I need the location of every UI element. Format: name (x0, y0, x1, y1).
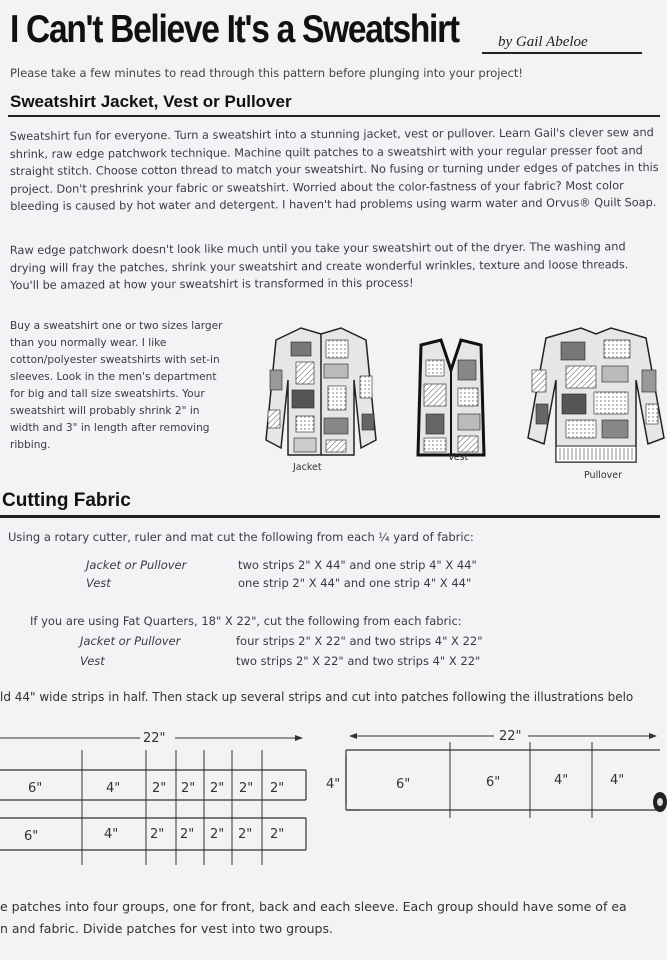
left-r1-c2: 4" (106, 781, 121, 796)
left-cutting-diagram (0, 731, 306, 865)
caption-jacket: Jacket (293, 462, 322, 473)
section-rule (8, 115, 660, 117)
intro-note: Please take a few minutes to read through this pattern before plunging into your project! (10, 66, 523, 80)
left-r2-c7: 2" (270, 827, 285, 842)
left-r2-c6: 2" (238, 827, 253, 842)
caption-vest: Vest (448, 452, 469, 463)
fq-value-vest: two strips 2" X 22" and two strips 4" X 22" (236, 654, 481, 668)
left-r2-c4: 2" (180, 827, 195, 842)
quarter-label-vest: Vest (86, 576, 111, 590)
paragraph-sweatshirt-fun: Sweatshirt fun for everyone. Turn a sweatshirt into a stunning jacket, vest or pullover. Learn Gail's clever sew and shrink, raw edge patchwork technique. Machine quilt patches to a sweatshirt with your regular presser foot and straight stitch. Choose cotton thread to match your sweatshirt. No fusing or turning under edges of patches in this project. Don't preshrink your fabric or sweatshirt. Worried about the color-fastness of your fabric? Most color bleeding is caused by hot water and detergent. I haven't had problems using warm water and Orvus® Quilt Soap. (9, 126, 659, 213)
author-byline: by Gail Abeloe (498, 34, 588, 50)
section-rule-cutting (0, 515, 660, 518)
left-r1-c5: 2" (210, 781, 225, 796)
quarter-value-jacket: two strips 2" X 44" and one strip 4" X 44" (238, 558, 477, 572)
left-r1-c7: 2" (270, 781, 285, 796)
jacket-illustration (266, 328, 376, 455)
left-r2-c5: 2" (210, 827, 225, 842)
left-r2-c1: 6" (24, 829, 39, 844)
right-c2: 6" (486, 775, 501, 790)
rotary-cutter-icon (653, 792, 667, 812)
right-height-label: 4" (326, 777, 341, 792)
paragraph-raw-edge: Raw edge patchwork doesn't look like much until you take your sweatshirt out of the dryer. The washing and drying will fray the patches, shrink your sweatshirt and create wonderful wrinkles, texture and loose threads. You'll be amazed at how your sweatshirt is transformed in this process! (9, 240, 629, 292)
right-cutting-diagram (326, 729, 667, 818)
fq-label-jacket: Jacket or Pullover (80, 634, 181, 648)
right-c4: 4" (610, 773, 625, 788)
fq-value-jacket: four strips 2" X 22" and two strips 4" X 22" (236, 634, 483, 648)
grouping-line-2: n and fabric. Divide patches for vest into two groups. (0, 921, 333, 936)
fat-quarter-intro: If you are using Fat Quarters, 18" X 22", cut the following from each fabric: (30, 614, 462, 628)
right-c3: 4" (554, 773, 569, 788)
section-heading-cutting: Cutting Fabric (2, 490, 131, 511)
cutting-intro: Using a rotary cutter, ruler and mat cut the following from each ¼ yard of fabric: (8, 530, 474, 544)
right-c1: 6" (396, 777, 411, 792)
cutting-diagrams (0, 720, 667, 870)
left-r1-c3: 2" (152, 781, 167, 796)
quarter-label-jacket: Jacket or Pullover (86, 558, 187, 572)
right-width-label: 22" (499, 729, 522, 744)
grouping-line-1: e patches into four groups, one for front, back and each sleeve. Each group should have some of ea (0, 899, 627, 914)
pullover-illustration (528, 328, 664, 462)
quarter-value-vest: one strip 2" X 44" and one strip 4" X 44" (238, 576, 472, 590)
left-r2-c3: 2" (150, 827, 165, 842)
left-r1-c4: 2" (181, 781, 196, 796)
grouping-instructions (0, 896, 627, 940)
paragraph-sizing: Buy a sweatshirt one or two sizes larger than you normally wear. I like cotton/polyester sweatshirts with set-in sleeves. Look in the men's department for big and tall size sweatshirts. Your sweatshirt will probably shrink 2" in width and 3" in length after removing ribbing. (10, 320, 223, 451)
fq-label-vest: Vest (80, 654, 105, 668)
caption-pullover: Pullover (584, 470, 623, 481)
vest-illustration (418, 340, 484, 455)
left-r2-c2: 4" (104, 827, 119, 842)
left-r1-c6: 2" (239, 781, 254, 796)
section-heading-sweatshirt: Sweatshirt Jacket, Vest or Pullover (10, 92, 292, 111)
left-r1-c1: 6" (28, 781, 43, 796)
title-underline (482, 52, 642, 54)
pattern-title: I Can't Believe It's a Sweatshirt (10, 8, 459, 51)
fold-instructions: ld 44" wide strips in half. Then stack up several strips and cut into patches following the illustrations belo (0, 690, 634, 704)
left-width-label: 22" (143, 731, 166, 746)
